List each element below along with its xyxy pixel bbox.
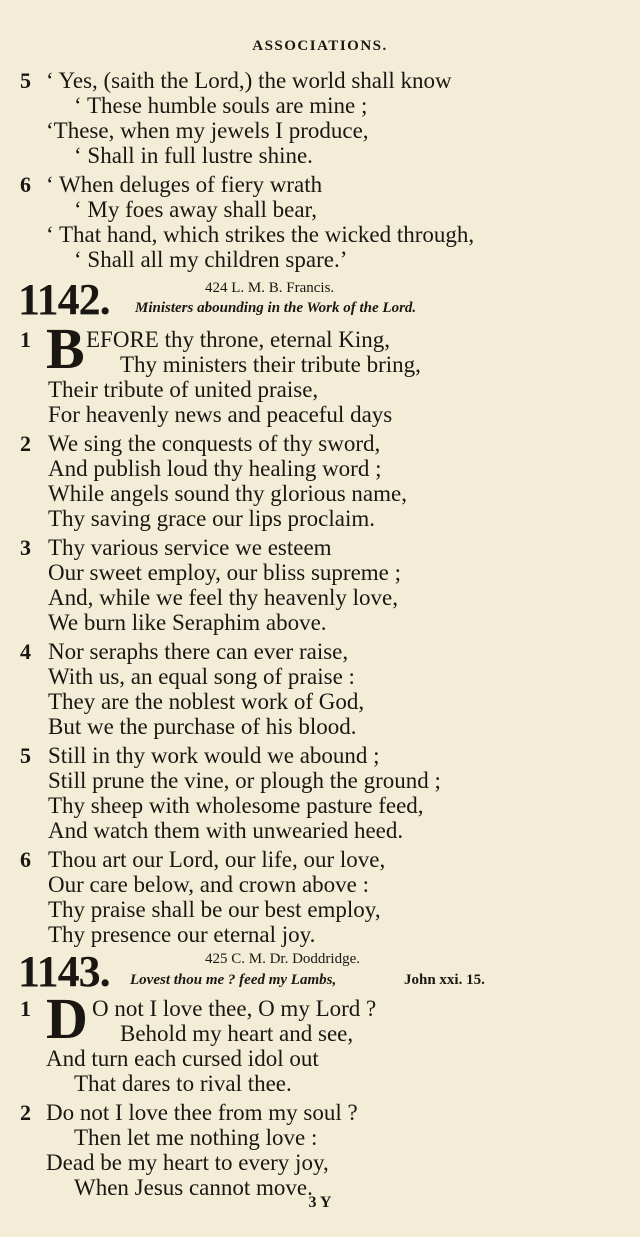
verse-line: Thy various service we esteem bbox=[48, 535, 332, 560]
verse-number: 2 bbox=[20, 431, 31, 456]
hymn-meta: 424 L. M. B. Francis. bbox=[205, 280, 335, 296]
verse-line: That dares to rival thee. bbox=[74, 1071, 292, 1096]
verse-line: ‘These, when my jewels I produce, bbox=[46, 118, 369, 143]
verse-line: ‘ These humble souls are mine ; bbox=[74, 93, 368, 118]
verse-line: Thy presence our eternal joy. bbox=[48, 922, 316, 947]
verse-line: But we the purchase of his blood. bbox=[48, 714, 357, 739]
verse-line: We sing the conquests of thy sword, bbox=[48, 431, 381, 456]
verse-line: When Jesus cannot move. bbox=[74, 1175, 313, 1200]
verse-line: Nor seraphs there can ever raise, bbox=[48, 639, 349, 664]
verse-line: They are the noblest work of God, bbox=[48, 689, 365, 714]
verse-line: Thy sheep with wholesome pasture feed, bbox=[48, 793, 424, 818]
verse-number: 1 bbox=[20, 327, 31, 352]
verse-number: 1 bbox=[20, 996, 31, 1021]
verse-number: 2 bbox=[20, 1100, 31, 1125]
verse-line: ‘ When deluges of fiery wrath bbox=[46, 172, 323, 197]
verse-line: Still prune the vine, or plough the ground ; bbox=[48, 768, 441, 793]
verse-line: Thou art our Lord, our life, our love, bbox=[48, 847, 386, 872]
verse-line: Do not I love thee from my soul ? bbox=[46, 1100, 358, 1125]
verse-number: 6 bbox=[20, 172, 31, 197]
verse-line: ‘ Yes, (saith the Lord,) the world shall know bbox=[46, 68, 452, 93]
verse-line: Dead be my heart to every joy, bbox=[46, 1150, 329, 1175]
verse-line: And publish loud thy healing word ; bbox=[48, 456, 382, 481]
page-signature: 3 Y bbox=[308, 1194, 332, 1211]
verse-number: 5 bbox=[20, 68, 31, 93]
verse-line: O not I love thee, O my Lord ? bbox=[92, 996, 377, 1021]
verse-line: EFORE thy throne, eternal King, bbox=[86, 327, 391, 352]
verse-line: While angels sound thy glorious name, bbox=[48, 481, 407, 506]
verse-line: Still in thy work would we abound ; bbox=[48, 743, 380, 768]
hymn-number: 1143. bbox=[18, 947, 110, 996]
verse-line: Thy ministers their tribute bring, bbox=[120, 352, 421, 377]
verse-number: 3 bbox=[20, 535, 31, 560]
drop-cap: D bbox=[46, 986, 88, 1051]
verse-line: Thy praise shall be our best employ, bbox=[48, 897, 381, 922]
verse-number: 4 bbox=[20, 639, 31, 664]
verse-number: 5 bbox=[20, 743, 31, 768]
page-header: ASSOCIATIONS. bbox=[252, 38, 388, 54]
verse-line: Our care below, and crown above : bbox=[48, 872, 370, 897]
verse-line: And turn each cursed idol out bbox=[46, 1046, 319, 1071]
hymn-number: 1142. bbox=[18, 275, 110, 324]
verse-line: Our sweet employ, our bliss supreme ; bbox=[48, 560, 402, 585]
hymn-subtitle: Lovest thou me ? feed my Lambs, bbox=[130, 972, 337, 988]
verse-line: For heavenly news and peaceful days bbox=[48, 402, 393, 427]
verse-line: And watch them with unwearied heed. bbox=[48, 818, 404, 843]
verse-number: 6 bbox=[20, 847, 31, 872]
verse-line: Then let me nothing love : bbox=[74, 1125, 318, 1150]
verse-line: Their tribute of united praise, bbox=[48, 377, 319, 402]
verse-line: We burn like Seraphim above. bbox=[48, 610, 327, 635]
verse-line: Behold my heart and see, bbox=[120, 1021, 354, 1046]
verse-line: With us, an equal song of praise : bbox=[48, 664, 355, 689]
verse-line: Thy saving grace our lips proclaim. bbox=[48, 506, 376, 531]
scripture-reference: John xxi. 15. bbox=[404, 972, 485, 988]
verse-line: ‘ That hand, which strikes the wicked through, bbox=[46, 222, 475, 247]
verse-line: And, while we feel thy heavenly love, bbox=[48, 585, 398, 610]
verse-line: ‘ Shall in full lustre shine. bbox=[74, 143, 313, 168]
verse-line: ‘ Shall all my children spare.’ bbox=[74, 247, 348, 272]
verse-line: ‘ My foes away shall bear, bbox=[74, 197, 318, 222]
hymn-meta: 425 C. M. Dr. Doddridge. bbox=[205, 951, 360, 967]
drop-cap: B bbox=[46, 316, 85, 381]
hymn-subtitle: Ministers abounding in the Work of the Lord. bbox=[135, 300, 417, 316]
